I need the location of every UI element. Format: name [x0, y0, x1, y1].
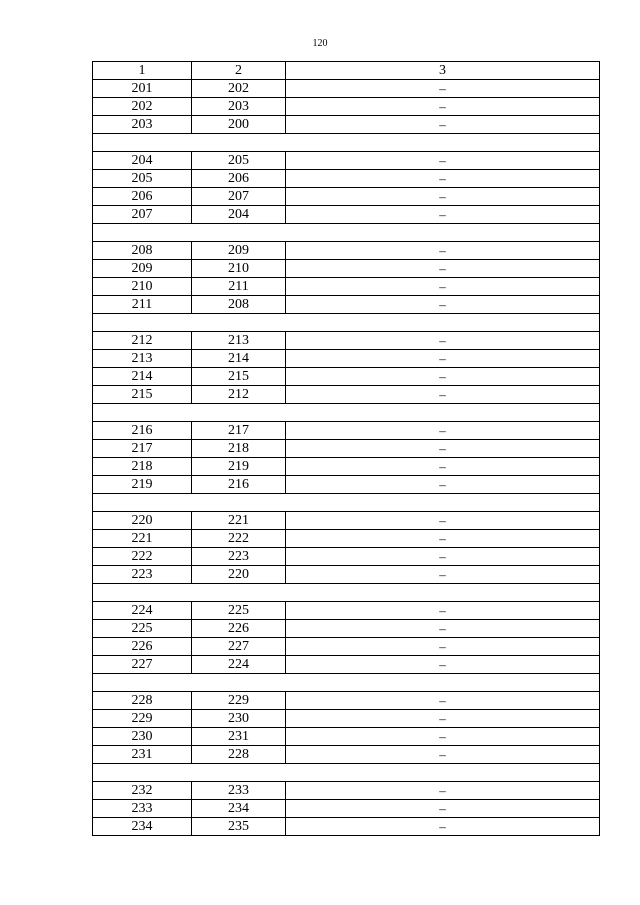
- table-row: [93, 242, 600, 260]
- table-cell-col-3: –: [286, 530, 600, 548]
- table-separator-row: [93, 314, 600, 332]
- table-separator-row: [93, 404, 600, 422]
- table-separator-row: [93, 674, 600, 692]
- table-cell-col-1: 217: [93, 440, 192, 458]
- table-cell-col-3: –: [286, 170, 600, 188]
- table-cell-col-3: –: [286, 458, 600, 476]
- table-cell-col-1: 203: [93, 116, 192, 134]
- table-cell-col-3: –: [286, 278, 600, 296]
- table-row: [93, 692, 600, 710]
- table-row: [93, 710, 600, 728]
- table-cell-col-2: 235: [192, 818, 286, 836]
- table-cell-col-3: –: [286, 206, 600, 224]
- table-row: [93, 80, 600, 98]
- table-cell-col-2: 203: [192, 98, 286, 116]
- table-cell-col-1: 213: [93, 350, 192, 368]
- table-cell-col-2: 202: [192, 80, 286, 98]
- table-row: [93, 800, 600, 818]
- table-cell-col-2: 230: [192, 710, 286, 728]
- table-cell-col-2: 229: [192, 692, 286, 710]
- table-cell-col-2: 224: [192, 656, 286, 674]
- table-row: [93, 638, 600, 656]
- table-cell-col-3: –: [286, 350, 600, 368]
- table-cell-col-1: 221: [93, 530, 192, 548]
- table-cell-col-2: 219: [192, 458, 286, 476]
- data-table: [92, 61, 600, 836]
- table-row: [93, 260, 600, 278]
- table-row: [93, 350, 600, 368]
- separator-cell: [93, 584, 600, 602]
- column-header-2: 2: [192, 62, 286, 80]
- table-cell-col-2: 205: [192, 152, 286, 170]
- table-row: [93, 170, 600, 188]
- table-cell-col-3: –: [286, 332, 600, 350]
- table-row: [93, 746, 600, 764]
- table-cell-col-2: 212: [192, 386, 286, 404]
- table-cell-col-3: –: [286, 800, 600, 818]
- table-cell-col-3: –: [286, 638, 600, 656]
- table-cell-col-2: 220: [192, 566, 286, 584]
- table-body: [93, 80, 600, 836]
- table-row: [93, 386, 600, 404]
- table-cell-col-1: 232: [93, 782, 192, 800]
- table-cell-col-2: 216: [192, 476, 286, 494]
- table-row: [93, 332, 600, 350]
- table-cell-col-3: –: [286, 602, 600, 620]
- table-cell-col-1: 231: [93, 746, 192, 764]
- table-cell-col-1: 227: [93, 656, 192, 674]
- table-cell-col-1: 230: [93, 728, 192, 746]
- column-header-1: 1: [93, 62, 192, 80]
- table-row: [93, 782, 600, 800]
- table-cell-col-2: 218: [192, 440, 286, 458]
- table-cell-col-3: –: [286, 260, 600, 278]
- table-cell-col-1: 210: [93, 278, 192, 296]
- separator-cell: [93, 494, 600, 512]
- table-cell-col-2: 209: [192, 242, 286, 260]
- table-row: [93, 620, 600, 638]
- table-cell-col-1: 212: [93, 332, 192, 350]
- table-cell-col-1: 202: [93, 98, 192, 116]
- table-cell-col-2: 206: [192, 170, 286, 188]
- table-cell-col-1: 229: [93, 710, 192, 728]
- table-row: [93, 440, 600, 458]
- table-cell-col-1: 225: [93, 620, 192, 638]
- separator-cell: [93, 314, 600, 332]
- table-cell-col-2: 233: [192, 782, 286, 800]
- table-row: [93, 296, 600, 314]
- table-header-row: [93, 62, 600, 80]
- table-row: [93, 278, 600, 296]
- table-cell-col-2: 223: [192, 548, 286, 566]
- table-cell-col-3: –: [286, 692, 600, 710]
- table-cell-col-1: 223: [93, 566, 192, 584]
- table-cell-col-3: –: [286, 818, 600, 836]
- table-separator-row: [93, 494, 600, 512]
- table-cell-col-3: –: [286, 476, 600, 494]
- table-row: [93, 188, 600, 206]
- table-row: [93, 656, 600, 674]
- table-cell-col-3: –: [286, 440, 600, 458]
- table-cell-col-3: –: [286, 80, 600, 98]
- table-cell-col-2: 221: [192, 512, 286, 530]
- table-cell-col-1: 224: [93, 602, 192, 620]
- table-row: [93, 530, 600, 548]
- table-cell-col-1: 207: [93, 206, 192, 224]
- column-header-3: 3: [286, 62, 600, 80]
- table-row: [93, 728, 600, 746]
- table-cell-col-2: 213: [192, 332, 286, 350]
- table-cell-col-1: 228: [93, 692, 192, 710]
- table-cell-col-1: 209: [93, 260, 192, 278]
- table-cell-col-1: 222: [93, 548, 192, 566]
- table-cell-col-2: 200: [192, 116, 286, 134]
- table-cell-col-3: –: [286, 566, 600, 584]
- table-separator-row: [93, 764, 600, 782]
- table-cell-col-2: 211: [192, 278, 286, 296]
- table-cell-col-1: 211: [93, 296, 192, 314]
- table-row: [93, 818, 600, 836]
- table-cell-col-1: 205: [93, 170, 192, 188]
- table-cell-col-1: 204: [93, 152, 192, 170]
- table-cell-col-2: 210: [192, 260, 286, 278]
- page-number: 120: [312, 38, 328, 49]
- table-cell-col-3: –: [286, 620, 600, 638]
- table-separator-row: [93, 224, 600, 242]
- table-cell-col-3: –: [286, 782, 600, 800]
- table-cell-col-2: 217: [192, 422, 286, 440]
- table-cell-col-2: 214: [192, 350, 286, 368]
- table-row: [93, 98, 600, 116]
- table-cell-col-1: 218: [93, 458, 192, 476]
- table-cell-col-1: 220: [93, 512, 192, 530]
- table-cell-col-1: 214: [93, 368, 192, 386]
- table-row: [93, 458, 600, 476]
- table-cell-col-3: –: [286, 152, 600, 170]
- table-cell-col-3: –: [286, 242, 600, 260]
- table-row: [93, 512, 600, 530]
- table-separator-row: [93, 134, 600, 152]
- table-cell-col-2: 231: [192, 728, 286, 746]
- table-row: [93, 422, 600, 440]
- table-cell-col-1: 216: [93, 422, 192, 440]
- table-cell-col-3: –: [286, 656, 600, 674]
- table-cell-col-2: 222: [192, 530, 286, 548]
- table-row: [93, 116, 600, 134]
- table-row: [93, 602, 600, 620]
- separator-cell: [93, 764, 600, 782]
- table-row: [93, 368, 600, 386]
- table-cell-col-3: –: [286, 296, 600, 314]
- separator-cell: [93, 404, 600, 422]
- table-cell-col-3: –: [286, 386, 600, 404]
- table-cell-col-3: –: [286, 728, 600, 746]
- table-cell-col-1: 206: [93, 188, 192, 206]
- table-cell-col-1: 233: [93, 800, 192, 818]
- table-row: [93, 206, 600, 224]
- table-cell-col-2: 227: [192, 638, 286, 656]
- table-cell-col-2: 207: [192, 188, 286, 206]
- table-cell-col-2: 228: [192, 746, 286, 764]
- table-cell-col-2: 215: [192, 368, 286, 386]
- separator-cell: [93, 674, 600, 692]
- table-cell-col-3: –: [286, 710, 600, 728]
- table-cell-col-3: –: [286, 548, 600, 566]
- table-cell-col-1: 219: [93, 476, 192, 494]
- table-row: [93, 476, 600, 494]
- table-cell-col-2: 234: [192, 800, 286, 818]
- separator-cell: [93, 134, 600, 152]
- table-cell-col-1: 226: [93, 638, 192, 656]
- separator-cell: [93, 224, 600, 242]
- table-cell-col-2: 226: [192, 620, 286, 638]
- table-row: [93, 566, 600, 584]
- table-cell-col-1: 215: [93, 386, 192, 404]
- table-separator-row: [93, 584, 600, 602]
- table-cell-col-3: –: [286, 116, 600, 134]
- table-cell-col-1: 201: [93, 80, 192, 98]
- table-cell-col-3: –: [286, 188, 600, 206]
- table-cell-col-2: 225: [192, 602, 286, 620]
- table-row: [93, 548, 600, 566]
- table-cell-col-2: 208: [192, 296, 286, 314]
- table-row: [93, 152, 600, 170]
- table-cell-col-3: –: [286, 98, 600, 116]
- table-cell-col-3: –: [286, 512, 600, 530]
- table-cell-col-1: 234: [93, 818, 192, 836]
- table-cell-col-3: –: [286, 368, 600, 386]
- table-cell-col-3: –: [286, 746, 600, 764]
- table-cell-col-1: 208: [93, 242, 192, 260]
- table-cell-col-3: –: [286, 422, 600, 440]
- table-cell-col-2: 204: [192, 206, 286, 224]
